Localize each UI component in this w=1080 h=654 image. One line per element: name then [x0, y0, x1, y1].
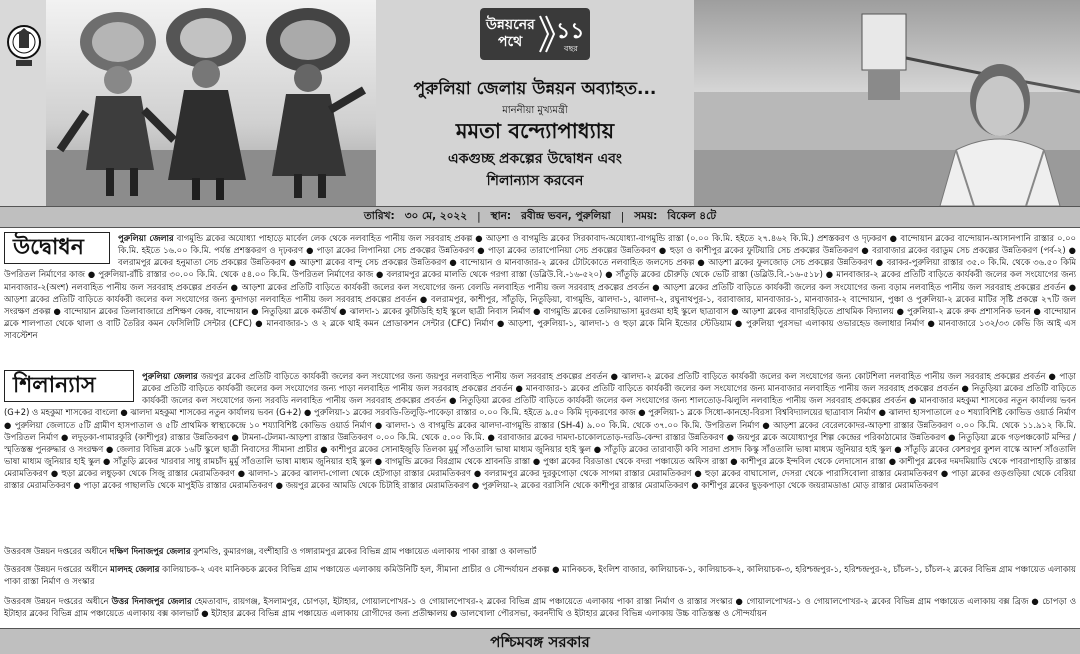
- government-footer: পশ্চিমবঙ্গ সরকার: [0, 628, 1080, 654]
- subtitle-line2: শিলান্যাস করবেন: [486, 173, 584, 189]
- event-place: রবীন্দ্র ভবন, পুরুলিয়া: [521, 209, 611, 222]
- uttar-dinajpur-paragraph: [4, 595, 1076, 620]
- date-label: তারিখ:: [363, 209, 395, 222]
- foundation-district: পুরুলিয়া জেলার: [142, 371, 198, 381]
- event-date: ৩০ মে, ২০২২: [404, 209, 468, 222]
- state-emblem-icon: [6, 24, 42, 70]
- event-details-bar: [0, 206, 1080, 228]
- inauguration-list: বাগমুন্ডি ব্লকের অযোধ্যা পাহাড়ে মার্বেল লেক থেকে নলবাহিত পানীয় জল সরবরাহ প্রকল্প ● আড়শা ও বাগমুন্ডি ব্লকের সিরকাবাদ-অযোধ্যা-বাগমুন্ডি রাস্তা (০.০০ কি.মি. হইতে ২৭.৪৬২ কি.মি.) প্রশস্তকরণ ও দৃঢ়করণ ● বান্দোয়ান ব্লকের বান্দোয়ান-আসানপানি রাস্তার ০.০০ কি.মি. হইতে ১৬.০০ কি.মি. পর্যন্ত প্রশস্তকরণ ও দৃঢ়করণ ● পাড়া ব্লকের লিপানিয়া সেচ প্রকল্পের উন্নতিকরণ ● পাড়া ব্লকের তারাপোনিয়া সেচ প্রকল্পের উন্নতিকরণ ● হুড়া ও কাশীপুর ব্লকের ফুটিয়ারি সেচ প্রকল্পের উন্নতিকরণ ● বরাবাজার ব্লকের বরাডুম সেচ প্রকল্পের উন্নতিকরণ (পর্ব-২) ● বলরামপুর ব্লকের হনুমাতা সেচ প্রকল্পের উন্নতিকরণ ● আড়শা ব্লকের বান্দু সেচ প্রকল্পের উন্নতিকরণ ● বান্দোয়ান ও মানবাজার-২ ব্লকের টোটকোতে নলবাহিত জলসেচ প্রকল্প ● আড়শা ব্লকের ফুলজোড় সেচ প্রকল্পের উন্নতিকরণ ● বরাকর-পুরুলিয়া রাস্তার ৩৫.০ কি.মি. থেকে ৩৬.৫০ কিমি উপরিতল নির্মাণের কাজ ● পুরুলিয়া-রাঁচি রাস্তার ৩০.০০ কি.মি. থেকে ৫৪.০০ কি.মি. উপরিতল নির্মাণের কাজ ● বলরামপুর ব্লকের মালতি থেকে গরগা রাস্তা (ডব্লিউ.বি.-১৬-৫২০) ● সাঁতুড়ি ব্লকের চৌরুড়ি থেকে ভেটি রাস্তা (ডব্লিউ.বি.-১৬-৫১৮) ● মানবাজার-২ ব্লকের প্রতিটি বাড়িতে কার্যকরী জলের কল সংযোগের জন্য মানবাজার-২(অংশ) নলবাহিত পানীয় জল সরবরাহ প্রকল্পের প্রবর্তন ● আড়শা ব্লকের প্রতিটি বাড়িতে কার্যকরী জলের কল সংযোগের জন্য বেলডি নলবাহিত পানীয় জল সরবরাহ প্রকল্পের প্রবর্তন ● আড়শা ব্লকের প্রতিটি বাড়িতে কার্যকরী জলের কল সংযোগের জন্য বড়াম নলবাহিত পানীয় জল সরবরাহ প্রকল্পের প্রবর্তন ● আড়শা ব্লকের প্রতিটি বাড়িতে কার্যকরী জলের কল সংযোগের জন্য কুদাগড়া নলবাহিত পানীয় জল সরবরাহ প্রকল্পের প্রবর্তন ● বলরামপুর, কাশীপুর, সাঁতুড়ি, নিতুড়িয়া, বাগমুন্ডি, ঝালদা-১, ঝালদা-২, রঘুনাথপুর-১, বরাবাজার, মানবাজার-১, মানবাজার-২ বান্দোয়ান, পুঞ্চা ও পুরুলিয়া-২ ব্লকের মাটির সৃষ্টি প্রকল্পে ২৭টি জল সংরক্ষণ প্রকল্প ● বান্দোয়ান ব্লকের তিলাবাজারে প্রশিক্ষণ কেন্দ্র, বান্দোয়ান ● নিতুড়িয়া ব্লকে কর্মতীর্থ ● ঝালদা-১ ব্লকের কুটিডিহি হাই স্কুলে ছাত্রী নিবাস নির্মাণ ● বাগমুন্ডি ব্লকের তেলিয়াভাসা মুরগুমা হাই স্কুলে ছাত্রাবাস ● আড়শা ব্লকের বাদারহিড়িতে প্রাথমিক বিদ্যালয় ● পুরুলিয়া-২ ব্লকে রুক প্রশাসনিক ভবন ● বান্দোয়ান ব্লকে শালপাতা থেকে থালা ও বাটি তৈরির কমন ফেসিলিটি সেন্টার (CFC) ● মানবাজার-১ ও ২ ব্লকে থাই কমন প্রোডাকশন সেন্টার (CFC) নির্মাণ ● আড়শা, পুরুলিয়া-১, ঝালদা-১ ও হুড়া ব্লকে মিনি ইন্ডোর স্টেডিয়াম ● পুরুলিয়া পুরসভা এলাকায় ওভারহেড জলাধার নির্মাণ ● মানবাজারে ১৩২/৩৩ কেভি জি আই এস সাবস্টেশন: [4, 233, 1076, 341]
- divider: |: [477, 211, 481, 223]
- foundation-list: জয়পুর ব্লকের প্রতিটি বাড়িতে কার্যকরী জলের কল সংযোগের জন্য জয়পুর নলবাহিত পানীয় জল সরবরাহ প্রকল্পের প্রবর্তন ● ঝালদা-২ ব্লকের প্রতিটি বাড়িতে কার্যকরী জলের কল সংযোগের জন্য কোটশিলা নলবাহিত পানীয় জল সরবরাহ প্রকল্পের প্রবর্তন ● পাড়া ব্লকের প্রতিটি বাড়িতে কার্যকরী জলের কল সংযোগের জন্য পাড়া নলবাহিত পানীয় জল সরবরাহ প্রকল্পের প্রবর্তন ● মানবাজার-১ ব্লকের প্রতিটি বাড়িতে কার্যকরী জলের কল সংযোগের জন্য মানবাজার নলবাহিত পানীয় জল সরবরাহ প্রকল্পের প্রবর্তন ● নিতুড়িয়া ব্লকের প্রতিটি বাড়িতে কার্যকরী জলের কল সংযোগের জন্য সরবডি নলবাহিত পানীয় জল সরবরাহ প্রকল্পের প্রবর্তন ● নিতুড়িয়া ব্লকের প্রতিটি বাড়িতে কার্যকরী জলের কল সংযোগের জন্য শালতোড়-ঝিলুলি নলবাহিত পানীয় জল সরবরাহ প্রকল্পের প্রবর্তন ● মানবাজার মহকুমা শাসকের নতুন কার্যালয় ভবন (G+2) ও মহকুমা শাসকের বাংলো ● ঝালদা মহকুমা শাসকের নতুন কার্যালয় ভবন (G+2) ● পুরুলিয়া-১ ব্লকের সরবডি-তিলুড়ি-পাকেড়া রাস্তার ০.০০ কি.মি. হইতে ৯.৫০ কিমি দৃঢ়করণের কাজ ● পুরুলিয়া-১ ব্লকে সিধো-কানহো-বিরসা বিশ্ববিদ্যালয়ের ছাত্রাবাস নির্মাণ ● ঝালদা হাসপাতালে ৫০ শয্যাবিশিষ্ট কোভিড ওয়ার্ড নির্মাণ ● পুরুলিয়া জেলাতে ৫টি গ্রামীণ হাসপাতাল ও ৫টি প্রাথমিক স্বাস্থ্যকেন্দ্রে ১০ শয্যাবিশিষ্ট কোভিড ওয়ার্ড নির্মাণ ● ঝালদা-১ ও বাগমুন্ডি ব্লকের ঝালদা-বাগমুন্ডি রাস্তার (SH-4) ৯.০০ কি.মি. থেকে ৩৭.০০ কি.মি. উপরিতল নির্মাণ ● আড়শা ব্লকের বেরেলকোদর-আড়শা রাস্তার উন্নতিকরণ ০.০০ কি.মি. থেকে ১১.৯১২ কি.মি. উপরিতল নির্মাণ ● লদুড়কা-গামারকুরি (কাশীপুর) রাস্তার উন্নতিকরণ ● টামনা-টেলমা-আড়শা রাস্তার উন্নতিকরণ ০.০০ কি.মি. থেকে ৫.০০ কি.মি. ● বরাবাজার ব্লকের দামদা-চাকোলতোড়-দরডি-কেন্দা রাস্তার উন্নতিকরণ ● জয়পুর ব্লকে অযোধ্যাপুর শিল্প কেন্দ্রের পরিকাঠামোর উন্নতিকরণ ● নিতুড়িয়া ব্লকে গড়পঞ্চকোট মন্দির / স্মৃতিস্তম্ভ পুনরুদ্ধার ও সংরক্ষণ ● জেলার বিভিন্ন ব্লকে ১৬টি স্কুলে ছাত্রী নিবাসের সীমানা প্রাচীর ● কাশীপুর ব্লকের সোনাইজুড়ি তিলকা মুর্মু সাঁওতালি ভাষা মাধ্যম জুনিয়ার হাই স্কুল ● সাঁতুড়ি ব্লকের তারাবাড়ী কবি সারদা প্রসাদ কিস্কু সাঁওতালি ভাষা মাধ্যম জুনিয়ার হাই স্কুল ● সাঁতুড়ি ব্লকের কেশরপুর কুশল বাস্কে আদর্শ সাঁওতালি ভাষা মাধ্যম জুনিয়ার হাই স্কুল ● সাঁতুড়ি ব্লকের খারবার সাধু রামচাঁদ মুর্মু সাঁওতালি ভাষা মাধ্যম জুনিয়ার হাই স্কুল ● বাগমুন্ডি ব্লকের বিরগ্রাম থেকে শ্রাবনডি রাস্তা ● পুঞ্চা ব্লকের বিরডাঙা থেকে বদরা পঞ্চায়েত অফিস রাস্তা ● কাশীপুর ব্লকে ইন্দবিল থেকে লেদাসোন রাস্তা ● কাশীপুর ব্লকের দমদমিয়াডি থেকে পাবরাপাহাড়ি রাস্তার মেরামতিকরণ ● হুড়া ব্লকের লধুড়কা থেকে সিজু রাস্তার মেরামতিকরণ ● ঝালদা-১ ব্লকের ঝালদা-গোলা থেকে হেটগাড়া রাস্তার মেরামতিকরণ ● বলরামপুর ব্লকের দুরকুগোড়া থেকে সাগমা রাস্তার মেরামতিকরণ ● হুড়া ব্লকের বাঘাসোল, দেসরা থেকে পারাসিবোলা রাস্তার মেরামতিকরণ ● পাড়া ব্লকের গুড়গুড়িয়া থেকে বেরিয়া রাস্তার মেরামতিকরণ ● পাড়া ব্লকের গাছালডি থেকে মাপুইডি রাস্তার মেরামতিকরণ ● জয়পুর ব্লকের আমডি থেকে চিটাহি রাস্তার মেরামতিকরণ ● পুরুলিয়া-২ ব্লকের বরাসিনি থেকে কাশীপুর রাস্তার মেরামতিকরণ ● কাশীপুর ব্লকের ছুড়কপাড়া থেকে জয়রামডাঙা মোড় রাস্তার মেরামতিকরণ: [4, 371, 1076, 491]
- unnayaner-pothe-badge: [480, 8, 590, 60]
- paragraph-text: কুশমণ্ডি, কুমারগঞ্জ, বংশীহারি ও গঙ্গারামপুর ব্লকের বিভিন্ন গ্রাম পঞ্চায়েত এলাকায় পাকা রাস্তা ও কালভার্ট: [190, 546, 537, 556]
- paragraph-prefix: উত্তরবঙ্গ উন্নয়ন দপ্তরের অধীনে: [4, 546, 110, 556]
- district-name: দক্ষিণ দিনাজপুর জেলার: [109, 546, 191, 556]
- inauguration-label: উদ্বোধন: [4, 232, 110, 264]
- divider: |: [620, 211, 625, 223]
- badge-years-unit: বছর: [564, 44, 578, 53]
- foundation-projects: [4, 370, 1076, 542]
- paragraph-prefix: উত্তরবঙ্গ উন্নয়ন দপ্তরের অধীনে: [4, 596, 112, 606]
- subtitle-line1: একগুচ্ছ প্রকল্পের উদ্বোধন এবং: [448, 151, 622, 167]
- place-label: স্থান:: [490, 209, 512, 222]
- event-time: বিকেল ৪টে: [667, 209, 717, 222]
- paragraph-text: কালিয়াচক-২ এবং মানিকচক ব্লকের বিভিন্ন গ্রাম পঞ্চায়েত এলাকায় কমিউনিটি হল, সীমানা প্রাচীর ও সৌন্দর্যায়ন প্রকল্প ● মানিকচক, ইংলিশ বাজার, কালিয়াচক-১, কালিয়াচক-২, কালিয়াচক-৩, হরিশ্চন্দ্রপুর-১, হরিশ্চন্দ্রপুর-২, চাঁচল-১, চাঁচল-২ ব্লকের বিভিন্ন গ্রাম পঞ্চায়েত এলাকায় পাকা রাস্তা নির্মাণ ও সংস্কার: [4, 564, 1076, 587]
- title-panel: [376, 0, 694, 206]
- district-name: মালদহ জেলার: [110, 564, 160, 574]
- chevron-right-icon: [538, 14, 556, 54]
- inauguration-projects: [4, 232, 1076, 368]
- chhau-dance-photo: [46, 0, 376, 206]
- dakshin-dinajpur-paragraph: [4, 545, 1076, 558]
- badge-line1: উন্নয়নের: [486, 17, 535, 33]
- badge-years: ১১: [556, 19, 585, 44]
- headline: পুরুলিয়া জেলায় উন্নয়ন অব্যাহত...: [413, 79, 657, 99]
- time-label: সময়:: [634, 209, 658, 222]
- chief-minister-name: মমতা বন্দ্যোপাধ্যায়: [455, 119, 615, 143]
- badge-line2: পথে: [498, 34, 523, 50]
- dam-and-portrait-photo: [694, 0, 1080, 206]
- inauguration-district: পুরুলিয়া জেলার: [118, 233, 174, 243]
- header-banner: [0, 0, 1080, 206]
- chief-minister-title: মাননীয়া মুখ্যমন্ত্রী: [502, 105, 568, 116]
- inauguration-section: [4, 232, 1076, 368]
- district-name: উত্তর দিনাজপুর জেলার: [111, 596, 192, 606]
- paragraph-prefix: উত্তরবঙ্গ উন্নয়ন দপ্তরের অধীনে: [4, 564, 111, 574]
- malda-paragraph: [4, 563, 1076, 588]
- foundation-section: [4, 370, 1076, 542]
- paragraph-text: হেমতাবাদ, রায়গঞ্জ, ইসলামপুর, চোপড়া, ইটাহার, গোয়ালপোখর-১ ও গোয়ালপোখর-২ ব্লকের বিভিন্ন গ্রাম পঞ্চায়েতে এলাকায় পাকা রাস্তা নির্মাণ ও রাস্তার সংস্কার ● গোয়ালপোখর-১ ও গোয়ালপোখর-২ ব্লকের বিভিন্ন গ্রাম পঞ্চায়েত এলাকায় বক্স ব্রিজ ● চোপড়া ও ইটাহার ব্লকের বিভিন্ন গ্রাম পঞ্চায়েতে এলাকায় বক্স কালভার্ট ● ইটাহার ব্লকের বিভিন্ন গ্রাম পঞ্চায়েত এলাকায় রোগীদের জন্য প্রতীক্ষালয় ● ডালখোলা পৌরসভা, করনদীঘি ও ইটাহার ব্লকের বিভিন্ন এলাকায় উচ্চ বাতিস্তম্ভ ও সৌন্দর্যায়ন: [4, 596, 1076, 619]
- foundation-label: শিলান্যাস: [4, 370, 134, 402]
